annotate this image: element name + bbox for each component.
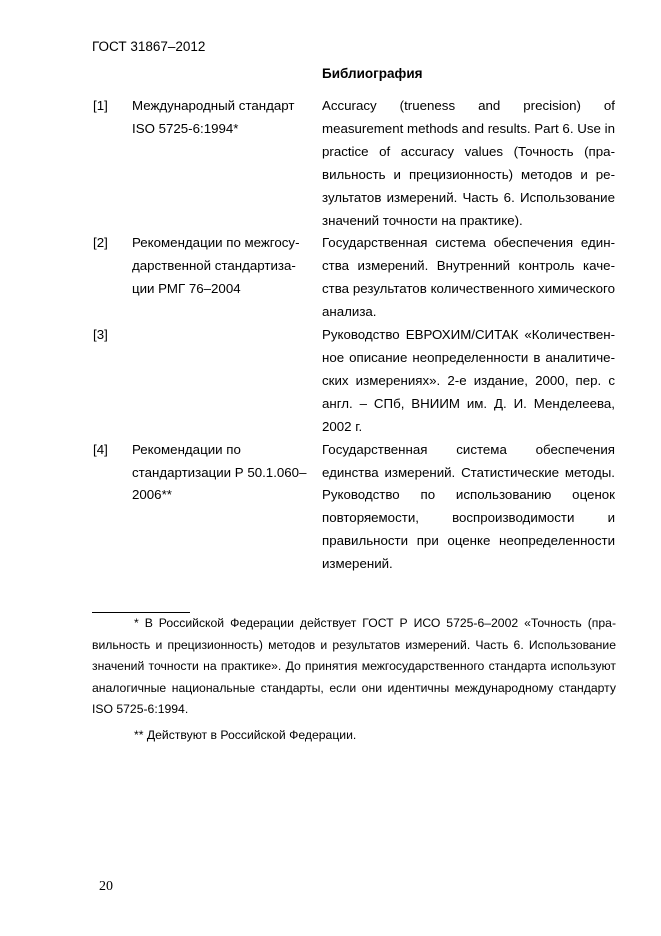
entry-source: Международный стандарт ISO 5725-6:1994*	[132, 98, 295, 136]
entry-source: Рекомендации по межгосударственной стандартизации РМГ 76–2004	[132, 235, 300, 297]
entry-number: [2]	[93, 235, 108, 251]
bibliography-list	[93, 95, 615, 576]
bibliography-entry-2	[93, 232, 615, 324]
bibliography-entry-3	[93, 324, 615, 439]
footnotes	[92, 613, 616, 747]
entry-number: [3]	[93, 327, 108, 343]
bibliography-entry-1	[93, 95, 615, 232]
entry-description: Государственная система обеспечения единства измерений. Внутренний контроль качества результатов количественного химического анализа.	[322, 235, 615, 320]
footnote-2: ** Действуют в Российской Федерации.	[134, 727, 357, 742]
entry-description: Государственная система обеспечения единства измерений. Статистические методы. Руководство по использованию оценок повторяемости, воспроизводимости и правильности при оценке неопределенности измерений.	[322, 441, 615, 572]
entry-source: Рекомендации по стандартизации Р 50.1.060–2006**	[132, 441, 307, 503]
document-code: ГОСТ 31867–2012	[92, 39, 206, 54]
entry-number: [1]	[93, 98, 108, 113]
entry-description: Руководство ЕВРОХИМ/СИТАК «Количественное описание неопределенности в аналитических измерениях». 2-е издание, 2000, пер. с англ. – СПб, ВНИИМ им. Д. И. Менделеева, 2002 г.	[322, 327, 615, 434]
entry-description: Accuracy (trueness and precision) of measurement methods and results. Part 6. Use in practice of accuracy values (Точность (правильность и прецизионность) методов и результатов измерений. Часть 6. Использование значений точности на практике).	[322, 98, 615, 228]
bibliography-entry-4	[93, 439, 615, 576]
footnote-1: * В Российской Федерации действует ГОСТ Р ИСО 5725-6–2002 «Точность (правильность и прецизионность) методов и результатов измерений. Часть 6. Использование значений точности на практике». До принятия межгосударственного стандарта используют аналогичные национальные стандарты, если они идентичны международному стандарту ISO 5725-6:1994.	[92, 616, 616, 717]
page-number: 20	[99, 879, 113, 894]
bibliography-title-text: Библиография	[322, 66, 423, 81]
entry-number: [4]	[93, 441, 108, 457]
